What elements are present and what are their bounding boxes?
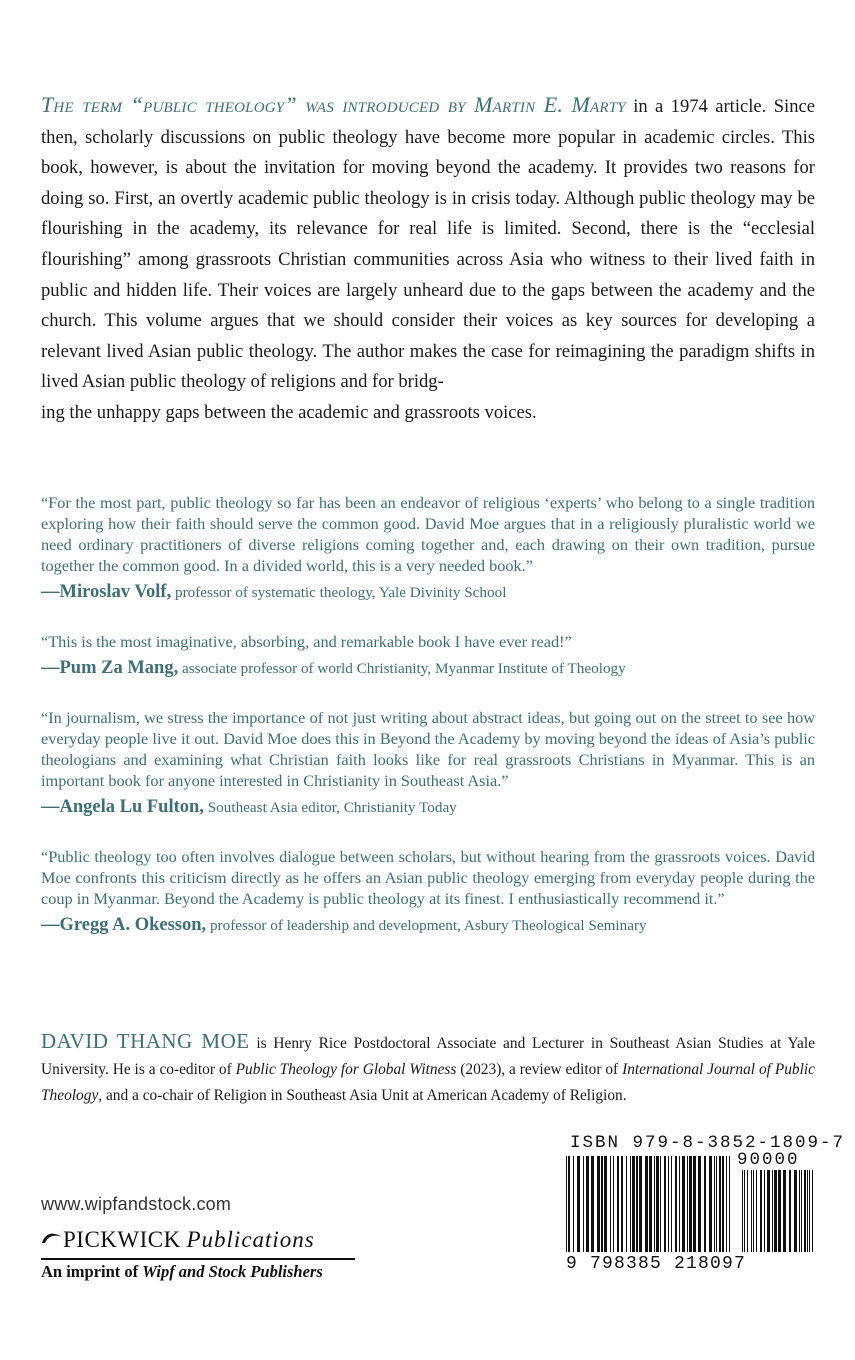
barcode-bar bbox=[689, 1156, 692, 1252]
isbn-label: ISBN 979-8-3852-1809-7 bbox=[570, 1133, 846, 1153]
endorser-role: Southeast Asia editor, Christianity Today bbox=[203, 799, 457, 816]
endorser-name: —Angela Lu Fulton, bbox=[41, 797, 204, 817]
barcode-bar bbox=[760, 1170, 762, 1252]
barcode-bar bbox=[794, 1170, 797, 1252]
barcode-bar bbox=[693, 1156, 696, 1252]
barcode-digits: 9 798385 218097 bbox=[566, 1254, 747, 1274]
brand-italic: Publications bbox=[186, 1227, 315, 1252]
barcode-bar bbox=[573, 1156, 574, 1252]
barcode-bar bbox=[645, 1156, 648, 1252]
barcode-bar bbox=[687, 1156, 688, 1252]
price-code: 90000 bbox=[737, 1150, 800, 1170]
barcode-bar bbox=[807, 1170, 808, 1252]
barcode-bar bbox=[649, 1156, 652, 1252]
endorsement-quote: “For the most part, public theology so far has been an endeavor of religious ‘experts’ who belong to a single tradition exploring how their faith should serve the common good. David Moe argues that in a religiously pluralistic world we need ordinary practitioners of diverse religions coming together and, each drawing on their own tradition, pursue together the common good. In a divided world, this is a very needed book.” bbox=[41, 493, 815, 575]
imprint-prefix: An imprint of bbox=[41, 1262, 143, 1281]
barcode-bar bbox=[719, 1156, 721, 1252]
endorsement-quote: “This is the most imaginative, absorbing, and remarkable book I have ever read!” bbox=[41, 632, 572, 651]
barcode-bar bbox=[751, 1170, 752, 1252]
barcode-bar bbox=[632, 1156, 635, 1252]
barcode-bar bbox=[783, 1170, 786, 1252]
barcode-bar bbox=[682, 1156, 685, 1252]
barcode-bar bbox=[729, 1156, 730, 1252]
endorser-role: associate professor of world Christianity, Myanmar Institute of Theology bbox=[178, 660, 626, 677]
barcode-bar bbox=[709, 1156, 712, 1252]
endorser-name: —Gregg A. Okesson, bbox=[41, 915, 207, 935]
barcode-bar bbox=[747, 1170, 748, 1252]
barcode-bar bbox=[604, 1156, 607, 1252]
barcode-bar bbox=[809, 1170, 810, 1252]
bio-journal-title: International Journal of Public Theology bbox=[41, 1061, 815, 1104]
barcode-bar bbox=[799, 1170, 800, 1252]
barcode-bar bbox=[568, 1156, 570, 1252]
barcode-bar bbox=[583, 1156, 584, 1252]
barcode-bar bbox=[639, 1156, 642, 1252]
barcode-bar bbox=[654, 1156, 655, 1252]
barcode-bar bbox=[566, 1156, 567, 1252]
barcode-bar bbox=[698, 1156, 701, 1252]
barcode-bar bbox=[778, 1170, 781, 1252]
barcode-bar bbox=[636, 1156, 638, 1252]
barcode-bar bbox=[726, 1156, 727, 1252]
description-body: in a 1974 article. Since then, scholarly discussions on public theology have become more popular in academic circles. This book, however, is about the invitation for moving beyond the academy. It provides two reasons for doing so. First, an overtly academic public theology is in crisis today. Although public theology may be flourishing in the academy, its relevance for real life is limited. Second, there is the “ecclesial flourishing” among grassroots Christian communities across Asia who witness to their lived faith in public and hidden life. Their voices are largely unheard due to the gaps between the academy and the church. This volume argues that we should consider their voices as key sources for developing a relevant lived Asian public theology. The author makes the case for reimagining the paradigm shifts in lived Asian public theology of religions and for bridg- bbox=[41, 96, 816, 393]
bio-text: , and a co-chair of Religion in Southeast Asia Unit at American Academy of Religion. bbox=[98, 1087, 627, 1104]
barcode-bar bbox=[597, 1156, 600, 1252]
endorser-name: —Pum Za Mang, bbox=[41, 658, 179, 678]
barcode-bar bbox=[671, 1156, 672, 1252]
description-lead: The term “public theology” was introduced by Martin E. Marty bbox=[41, 92, 626, 117]
barcode-bar bbox=[586, 1156, 589, 1252]
barcode-bar bbox=[722, 1156, 724, 1252]
barcode-bar bbox=[753, 1170, 754, 1252]
endorser-role: professor of systematic theology, Yale Divinity School bbox=[171, 584, 507, 601]
barcode-bar bbox=[664, 1156, 666, 1252]
barcode-bar bbox=[617, 1156, 619, 1252]
bio-book-title: Public Theology for Global Witness bbox=[235, 1061, 457, 1078]
barcode-bar bbox=[812, 1170, 813, 1252]
barcode-bar bbox=[704, 1156, 706, 1252]
barcode-bar bbox=[626, 1156, 627, 1252]
barcode-bar bbox=[767, 1170, 770, 1252]
barcode-bar bbox=[801, 1170, 802, 1252]
barcode-bar bbox=[610, 1156, 611, 1252]
barcode-bar bbox=[679, 1156, 680, 1252]
barcode-bar bbox=[789, 1170, 791, 1252]
barcode-bar bbox=[764, 1170, 765, 1252]
barcode-bar bbox=[774, 1170, 777, 1252]
barcode-bar bbox=[630, 1156, 631, 1252]
barcode-bar bbox=[716, 1156, 717, 1252]
barcode-bar bbox=[756, 1170, 757, 1252]
endorser-role: professor of leadership and development, Asbury Theological Seminary bbox=[206, 917, 647, 934]
endorser-name: —Miroslav Volf, bbox=[41, 582, 172, 602]
barcode-bar bbox=[804, 1170, 806, 1252]
barcode-bar bbox=[660, 1156, 661, 1252]
barcode-bar bbox=[591, 1156, 594, 1252]
barcode-bar bbox=[613, 1156, 614, 1252]
barcode-bar bbox=[601, 1156, 603, 1252]
brand-main: PICKWICK bbox=[63, 1227, 181, 1252]
barcode-bar bbox=[742, 1170, 743, 1252]
barcode-bar bbox=[772, 1170, 773, 1252]
author-name: DAVID THANG MOE bbox=[41, 1029, 250, 1053]
imprint-name: Wipf and Stock Publishers bbox=[142, 1262, 323, 1281]
endorsement-quote: “Public theology too often involves dialogue between scholars, but without hearing from the grassroots voices. David Moe confronts this criticism directly as he offers an Asian public theology emerging from everyday people during the coup in Myanmar. Beyond the Academy is public theology at its finest. I enthusiastically recommend it.” bbox=[41, 847, 815, 908]
publisher-website: www.wipfandstock.com bbox=[41, 1194, 232, 1214]
barcode-bar bbox=[668, 1156, 669, 1252]
endorsement-quote: “In journalism, we stress the importance of not just writing about abstract ideas, but going out on the street to see how everyday people live it out. David Moe does this in Beyond the Academy by moving beyond the ideas of Asia’s public theologians and examining what Christian faith looks like for real grassroots Christians in Myanmar. This is an important book for anyone interested in Christianity in Southeast Asia.” bbox=[41, 708, 815, 790]
bio-text: is Henry Rice Postdoctoral Associate and Lecturer in Southeast Asian Studies at Yale University. He is a co-editor of bbox=[41, 1035, 816, 1078]
description-body-end: ing the unhappy gaps between the academic and grassroots voices. bbox=[41, 401, 537, 423]
barcode-bar bbox=[744, 1170, 745, 1252]
barcode-bar bbox=[714, 1156, 715, 1252]
barcode-bar bbox=[675, 1156, 677, 1252]
barcode-bar bbox=[621, 1156, 623, 1252]
barcode-bar bbox=[577, 1156, 580, 1252]
barcode-bar bbox=[656, 1156, 659, 1252]
bio-text: (2023), a review editor of bbox=[456, 1061, 623, 1078]
